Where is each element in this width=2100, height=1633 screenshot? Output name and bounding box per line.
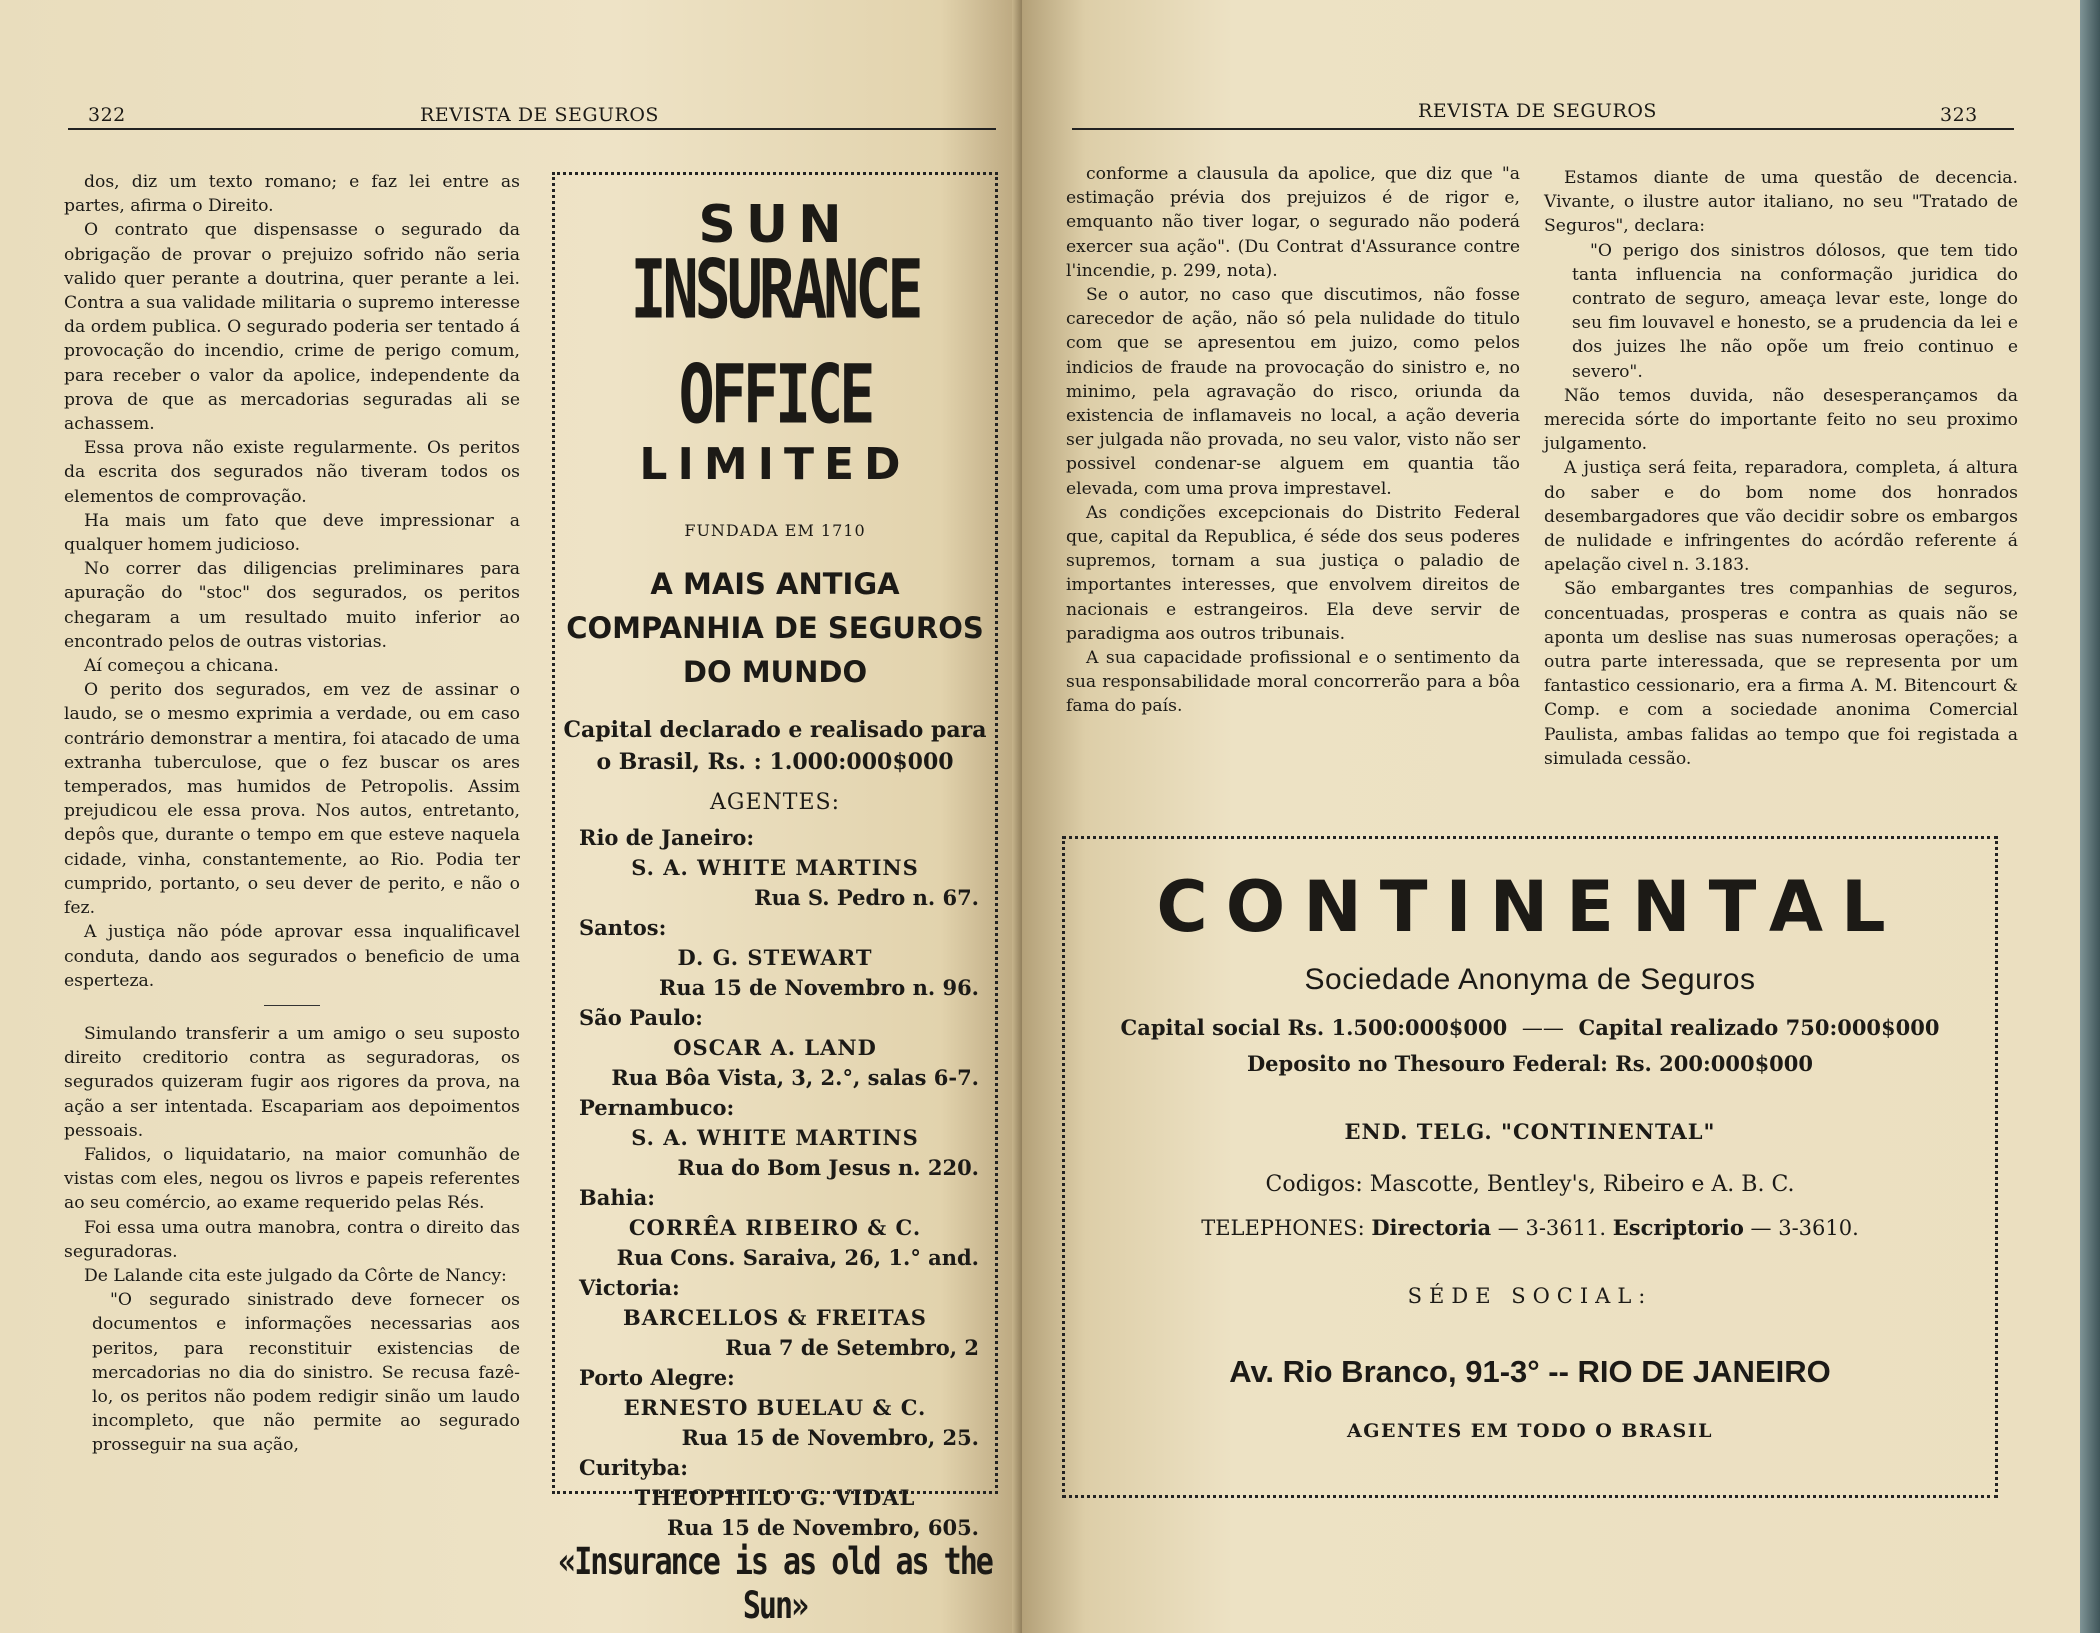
left-text-column bbox=[64, 170, 520, 1458]
capital-realizado: Capital realizado 750:000$000 bbox=[1578, 1015, 1940, 1040]
capital-social: Capital social Rs. 1.500:000$000 bbox=[1120, 1015, 1508, 1040]
section-divider bbox=[264, 1005, 320, 1006]
sun-agent-city: Rio de Janeiro: bbox=[579, 825, 755, 850]
sun-agent-city: Bahia: bbox=[579, 1185, 655, 1210]
sun-agent-city: Porto Alegre: bbox=[579, 1365, 735, 1390]
sun-agent-city: Santos: bbox=[579, 915, 667, 940]
continental-address: Av. Rio Branco, 91-3° -- RIO DE JANEIRO bbox=[1229, 1354, 1831, 1389]
sun-agent-name: S. A. WHITE MARTINS bbox=[631, 1125, 919, 1150]
phones-escriptorio: Escriptorio bbox=[1612, 1215, 1744, 1240]
sun-agent-name: BARCELLOS & FREITAS bbox=[623, 1305, 927, 1330]
running-title-right: REVISTA DE SEGUROS bbox=[1418, 100, 1657, 122]
sun-agent-name: CORRÊA RIBEIRO & C. bbox=[628, 1215, 922, 1240]
sun-capital: Capital declarado e realisado para o Brasil, Rs. : 1.000:000$000 bbox=[563, 717, 987, 775]
phones-dash-1: — bbox=[1497, 1216, 1519, 1240]
continental-subtitle: Sociedade Anonyma de Seguros bbox=[1304, 963, 1756, 996]
col2-paragraphs bbox=[1544, 384, 2018, 771]
left-paragraph: Foi essa uma outra manobra, contra o direito das seguradoras. bbox=[64, 1217, 520, 1262]
header-rule-left bbox=[68, 128, 996, 130]
lalande-quote: "O segurado sinistrado deve fornecer os documentos e informações necessarias aos peritos, para reconstituir existencias de mercadorias no dia do sinistro. Se recusa fazê-lo, os peritos não podem redigir sinão um laudo incompleto, que não permite ao segurado prosseguir na sua ação, bbox=[92, 1290, 520, 1456]
continental-ad bbox=[1062, 836, 1998, 1498]
sun-agent-city: São Paulo: bbox=[579, 1005, 703, 1030]
right-paragraph: Se o autor, no caso que discutimos, não fosse carecedor de ação, não só pela nulidade do titulo com que se apresentou em juizo, como pelos indicios de fraude na provocação do sinistro e, no minimo, pela agravação do risco, oriunda da existencia de inflamaveis no local, a ação deveria ser julgada não provada, no seu valor, visto não ser possivel condenar-se alguem em quantia tão elevada, com uma prova imprestavel. bbox=[1066, 285, 1520, 499]
book-edge bbox=[2080, 0, 2100, 1633]
right-text-column-2 bbox=[1544, 166, 2018, 771]
sun-agent-city: Victoria: bbox=[579, 1275, 680, 1300]
sun-agent-name: ERNESTO BUELAU & C. bbox=[623, 1395, 927, 1420]
continental-deposito: Deposito no Thesouro Federal: Rs. 200:000$000 bbox=[1246, 1051, 1814, 1076]
continental-sede-label: SÉDE SOCIAL: bbox=[1407, 1284, 1653, 1308]
left-paragraph: No correr das diligencias preliminares para apuração do "stoc" dos segurados, os peritos chegaram a um resultado muito inferior ao encontrado pelos de outras vistorias. bbox=[64, 559, 520, 652]
sun-agent-name: S. A. WHITE MARTINS bbox=[631, 855, 919, 880]
sun-agent-name: THEOPHILO G. VIDAL bbox=[634, 1485, 916, 1510]
sun-slogan: A MAIS ANTIGA COMPANHIA DE SEGUROS DO MUNDO bbox=[566, 567, 984, 689]
left-paragraphs-a bbox=[64, 170, 520, 993]
left-paragraph: De Lalande cita este julgado da Côrte de Nancy: bbox=[84, 1265, 507, 1286]
continental-telegram: END. TELG. "CONTINENTAL" bbox=[1344, 1119, 1716, 1144]
left-paragraphs-b bbox=[64, 1022, 520, 1288]
sun-footer-slogan: «Insurance is as old as the Sun» bbox=[558, 1540, 992, 1628]
phones-directoria-num: 3-3611. bbox=[1525, 1216, 1607, 1240]
capital-separator: —— bbox=[1521, 1016, 1564, 1040]
phones-escriptorio-num: 3-3610. bbox=[1778, 1216, 1859, 1240]
sun-agent-list bbox=[555, 823, 995, 1543]
sun-insurance-ad bbox=[552, 172, 998, 1628]
sun-agent-addr: Rua 15 de Novembro, 605. bbox=[666, 1515, 979, 1540]
vivante-quote: "O perigo dos sinistros dólosos, que tem tido tanta influencia na conformação juridica do contrato de seguro, ameaça levar este, longe do seu fim louvavel e honesto, se a prudencia da lei e dos juizes lhe não opõe um freio continuo e severo". bbox=[1572, 240, 2018, 382]
sun-agent-city: Curityba: bbox=[579, 1455, 688, 1480]
right-paragraph: A justiça será feita, reparadora, completa, á altura do saber e do bom nome dos honrados desembargadores que vão decidir sobre os embargos de nulidade e infringentes do acórdão referente á apelação civel n. 3.183. bbox=[1544, 458, 2018, 576]
sun-agent-city: Pernambuco: bbox=[579, 1095, 735, 1120]
left-paragraph: Essa prova não existe regularmente. Os peritos da escrita dos segurados não tiveram todos os elementos de comprovação. bbox=[64, 438, 520, 507]
sun-agent-name: OSCAR A. LAND bbox=[673, 1035, 877, 1060]
continental-capital-line bbox=[1065, 1013, 1995, 1043]
page-number-left: 322 bbox=[88, 104, 126, 126]
right-paragraph: São embargantes tres companhias de seguros, concentuadas, prosperas e contra as quais não se aponta um deslise nas suas numerosas operações; a outra parte interessada, que se representa por um fantastico cessionario, era a firma A. M. Bitencourt & Comp. e com a sociedade anonima Comercial Paulista, ambas falidas ao tempo que foi registada a simulada cessão. bbox=[1544, 579, 2018, 769]
page-number-right: 323 bbox=[1940, 104, 1978, 126]
sun-agent-addr: Rua do Bom Jesus n. 220. bbox=[677, 1155, 979, 1180]
right-paragraph: A sua capacidade profissional e o sentimento da sua responsabilidade moral concorrerão para a bôa fama do país. bbox=[1066, 648, 1520, 717]
continental-name: CONTINENTAL bbox=[1156, 866, 1904, 948]
continental-phones bbox=[1065, 1215, 1995, 1240]
phones-label: TELEPHONES: bbox=[1201, 1216, 1365, 1240]
right-paragraph: conforme a clausula da apolice, que diz que "a estimação prévia dos prejuizos é de rigor e, emquanto não tiver logar, o segurado não poderá exercer sua ação". (Du Contrat d'Assurance contre l'incendie, p. 299, nota). bbox=[1066, 164, 1520, 281]
sun-agent-addr: Rua 15 de Novembro n. 96. bbox=[658, 975, 979, 1000]
sun-agent-name: D. G. STEWART bbox=[677, 945, 873, 970]
right-text-column-1 bbox=[1066, 162, 1520, 719]
left-paragraph: O contrato que dispensasse o segurado da obrigação de provar o prejuizo sofrido não seria valido quer perante a doutrina, quer perante a lei. Contra a sua validade militaria o supremo interesse da ordem publica. O segurado poderia ser tentado á provocação do incendio, crime de perigo comum, para receber o valor da apolice, independente da prova de que as mercadorias seguradas ali se achassem. bbox=[64, 220, 520, 435]
left-paragraph: Falidos, o liquidatario, na maior comunhão de vistas com eles, negou os livros e papeis referentes ao seu comércio, ao exame requerido pelas Rés. bbox=[64, 1144, 520, 1214]
sun-agent-addr: Rua Bôa Vista, 3, 2.°, salas 6-7. bbox=[611, 1065, 979, 1090]
left-paragraph: A justiça não póde aprovar essa inqualificavel conduta, dando aos segurados o beneficio de uma esperteza. bbox=[64, 922, 520, 991]
sun-agent-addr: Rua 7 de Setembro, 2 bbox=[725, 1335, 979, 1360]
left-paragraph: Aí começou a chicana. bbox=[84, 656, 279, 677]
sun-agent-addr: Rua 15 de Novembro, 25. bbox=[681, 1425, 979, 1450]
left-paragraph: O perito dos segurados, em vez de assinar o laudo, se o mesmo exprimia a verdade, ou em caso contrário demonstrar a mentira, foi atacado de uma extranha tuberculose, que o fez buscar os ares temperados, mas humidos de Petropolis. Assim prejudicou ele essa prova. Nos autos, entretanto, depôs que, durante o tempo em que esteve naquela cidade, vinha, constantemente, ao Rio. Podia ter cumprido, portanto, o seu dever de perito, e não o fez. bbox=[64, 680, 520, 919]
phones-directoria: Directoria bbox=[1371, 1215, 1492, 1240]
sun-agent-addr: Rua S. Pedro n. 67. bbox=[754, 885, 979, 910]
sun-name-mid: INSURANCE OFFICE bbox=[630, 243, 920, 443]
left-paragraph: Ha mais um fato que deve impressionar a qualquer homem judicioso. bbox=[64, 510, 520, 556]
sun-name-top: SUN bbox=[698, 195, 852, 255]
running-title-left: REVISTA DE SEGUROS bbox=[420, 104, 659, 126]
sun-founded: FUNDADA EM 1710 bbox=[684, 521, 866, 540]
col2-intro: Estamos diante de uma questão de decencia. Vivante, o ilustre autor italiano, no seu "Tratado de Seguros", declara: bbox=[1544, 168, 2018, 237]
left-paragraph: dos, diz um texto romano; e faz lei entre as partes, afirma o Direito. bbox=[64, 172, 520, 217]
left-page bbox=[0, 0, 1022, 1633]
sun-name-bottom: LIMITED bbox=[639, 439, 911, 490]
continental-codes: Codigos: Mascotte, Bentley's, Ribeiro e A. B. C. bbox=[1265, 1172, 1795, 1197]
phones-dash-2: — bbox=[1750, 1216, 1772, 1240]
sun-agent-addr: Rua Cons. Saraiva, 26, 1.° and. bbox=[616, 1245, 979, 1270]
sun-agents-heading: AGENTES: bbox=[710, 790, 840, 815]
right-paragraph: Não temos duvida, não desesperançamos da merecida sórte do importante feito no seu proximo julgamento. bbox=[1544, 385, 2018, 455]
header-rule-right bbox=[1072, 128, 2014, 130]
right-paragraph: As condições excepcionais do Distrito Federal que, capital da Republica, é séde dos seus poderes supremos, tornam a sua justiça o paladio de importantes interesses, que envolvem direitos de nacionais e estrangeiros. Ela deve servir de paradigma aos outros tribunais. bbox=[1066, 502, 1520, 644]
continental-agents: AGENTES EM TODO O BRASIL bbox=[1347, 1420, 1713, 1442]
left-paragraph: Simulando transferir a um amigo o seu suposto direito creditorio contra as seguradoras, os segurados quizeram fugir aos rigores da prova, na ação a ser intentada. Escapariam aos depoimentos pessoais. bbox=[64, 1023, 520, 1141]
